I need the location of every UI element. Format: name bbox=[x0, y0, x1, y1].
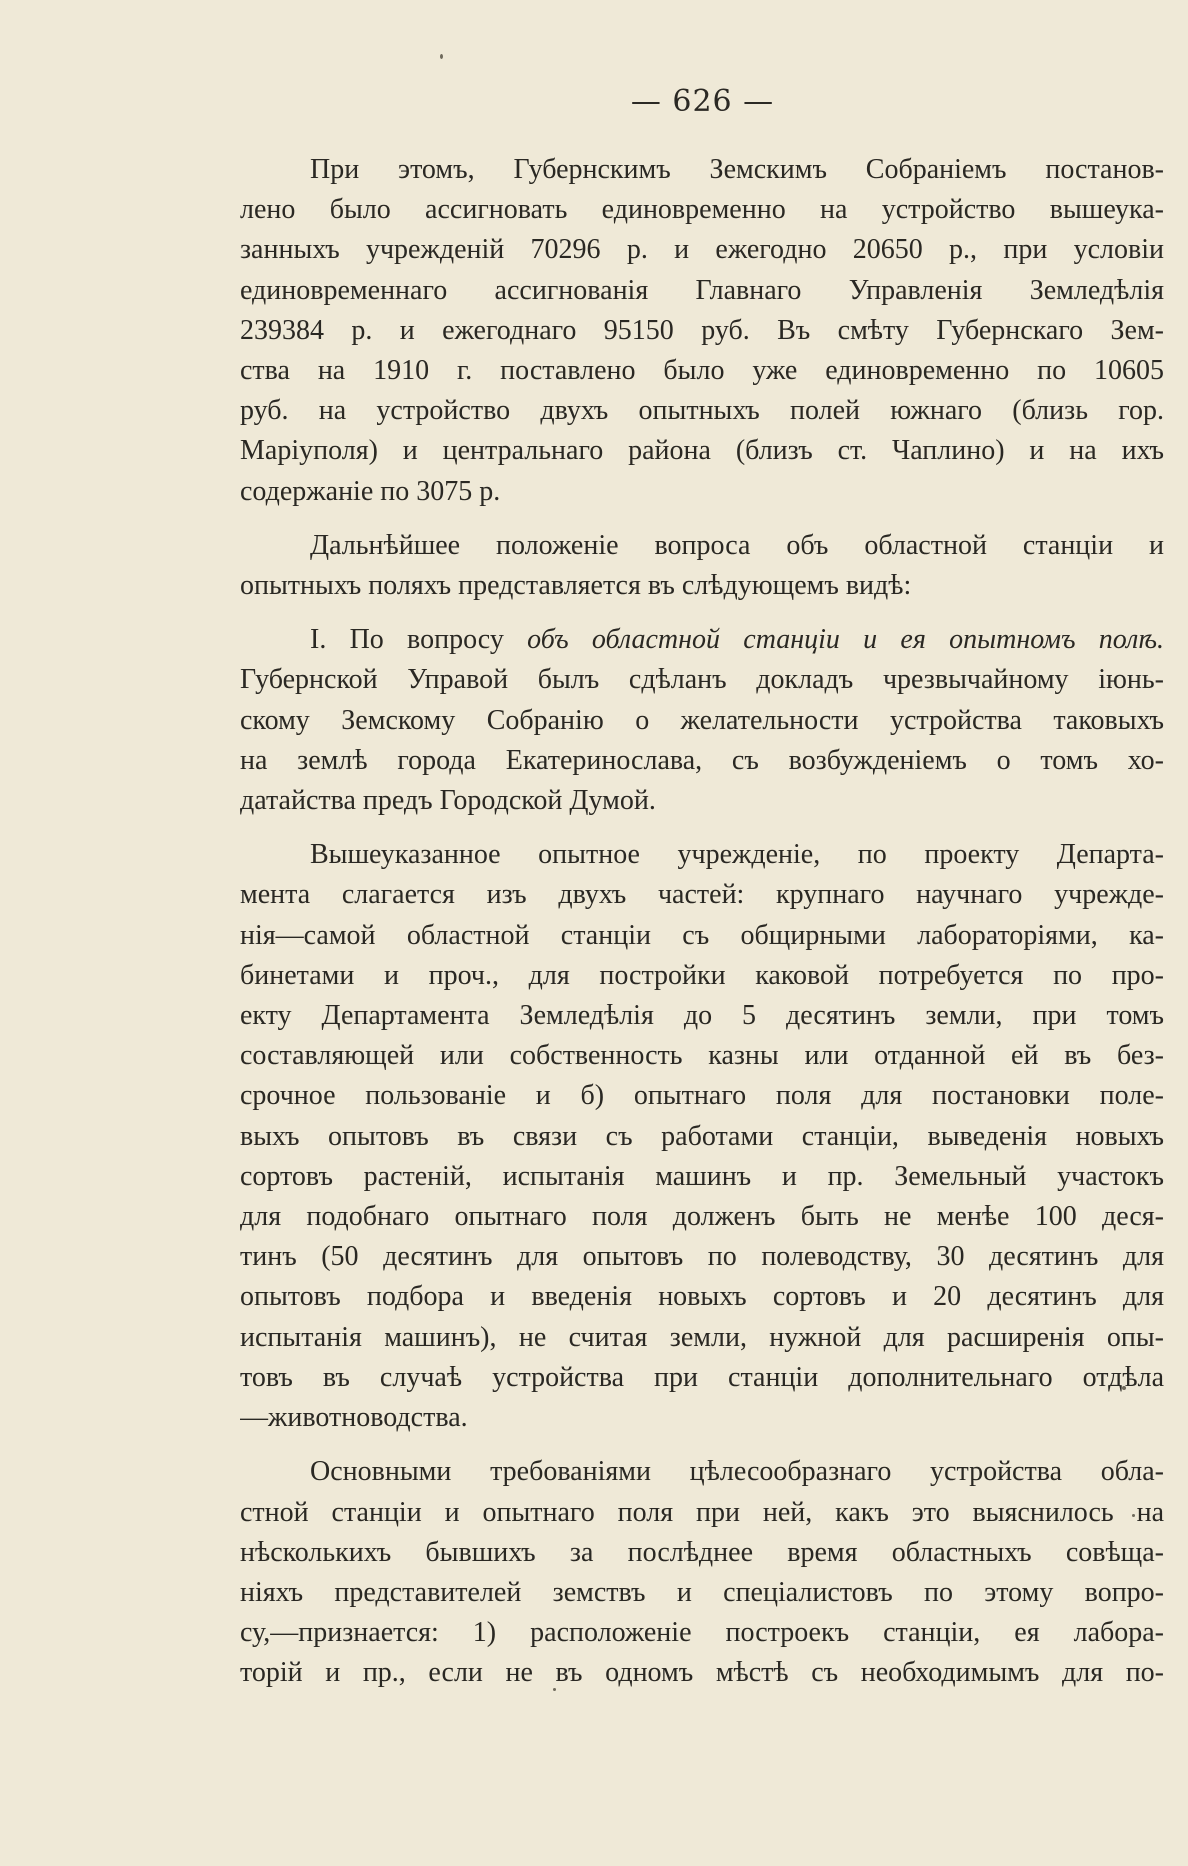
text-line: ніяхъ представителей земствъ и спеціалистовъ по этому вопро- bbox=[240, 1576, 1164, 1608]
text-line: сортовъ растеній, испытанія машинъ и пр. Земельный участокъ bbox=[240, 1160, 1164, 1192]
paragraph-5 bbox=[240, 1452, 1164, 1693]
text-line: торій и пр., если не въ одномъ мѣстѣ съ необходимымъ для по- bbox=[240, 1657, 1164, 1689]
text-line bbox=[240, 620, 1164, 660]
body-text bbox=[240, 150, 1164, 1708]
paragraph-3 bbox=[240, 620, 1164, 821]
text-line: для подобнаго опытнаго поля долженъ быть не менѣе 100 деся- bbox=[240, 1201, 1164, 1233]
text-line: скому Земскому Собранію о желательности устройства таковыхъ bbox=[240, 704, 1164, 736]
paragraph-1 bbox=[240, 150, 1164, 512]
text-line: занныхъ учрежденій 70296 р. и ежегодно 20650 р., при условіи bbox=[240, 234, 1164, 266]
text-line: Основными требованіями цѣлесообразнаго устройства обла- bbox=[310, 1456, 1164, 1488]
text-line: тинъ (50 десятинъ для опытовъ по полеводству, 30 десятинъ для bbox=[240, 1241, 1164, 1273]
text-line: 239384 р. и ежегоднаго 95150 руб. Въ смѣту Губернскаго Зем- bbox=[240, 314, 1164, 346]
text-line: руб. на устройство двухъ опытныхъ полей южнаго (близь гор. bbox=[240, 395, 1164, 427]
text-line: бинетами и проч., для постройки каковой потребуется по про- bbox=[240, 959, 1164, 991]
text-line: При этомъ, Губернскимъ Земскимъ Собраніемъ постанов- bbox=[310, 154, 1164, 185]
text-line: Маріуполя) и центральнаго района (близъ ст. Чаплино) и на ихъ bbox=[240, 435, 1164, 467]
text-line: товъ въ случаѣ устройства при станціи дополнительнаго отдѣла bbox=[240, 1361, 1164, 1393]
text-line: Дальнѣйшее положеніе вопроса объ областной станціи и bbox=[310, 529, 1164, 561]
text-line: стной станціи и опытнаго поля при ней, какъ это выяснилось на bbox=[240, 1496, 1164, 1528]
text-line: опытныхъ поляхъ представляется въ слѣдующемъ видѣ: bbox=[240, 570, 912, 602]
text-line: срочное пользованіе и б) опытнаго поля для постановки поле- bbox=[240, 1080, 1164, 1112]
text-line: на землѣ города Екатеринослава, съ возбужденіемъ о томъ хо- bbox=[240, 744, 1164, 776]
paper-speck bbox=[440, 54, 443, 59]
text-line: екту Департамента Земледѣлія до 5 десятинъ земли, при томъ bbox=[240, 1000, 1164, 1032]
text-line: су,—признается: 1) расположеніе построекъ станціи, ея лабора- bbox=[240, 1617, 1164, 1649]
text-line: —животноводства. bbox=[240, 1402, 468, 1434]
text-line: ства на 1910 г. поставлено было уже единовременно по 10605 bbox=[240, 355, 1164, 387]
text-line: Вышеуказанное опытное учрежденіе, по проекту Департа- bbox=[310, 839, 1164, 871]
paragraph-4 bbox=[240, 835, 1164, 1438]
text-line: нія—самой областной станціи съ общирными лабораторіями, ка- bbox=[240, 919, 1164, 951]
paragraph-2 bbox=[240, 526, 1164, 606]
section-heading-italic: объ областной станціи и ея опытномъ полѣ. bbox=[527, 624, 1164, 656]
text-line: составляющей или собственность казны или отданной ей въ без- bbox=[240, 1040, 1164, 1072]
section-heading-number: I. По вопросу bbox=[310, 624, 528, 656]
text-line: мента слагается изъ двухъ частей: крупнаго научнаго учрежде- bbox=[240, 879, 1164, 911]
text-line: Губернской Управой былъ сдѣланъ докладъ чрезвычайному іюнь- bbox=[240, 664, 1164, 696]
text-line: датайства предъ Городской Думой. bbox=[240, 785, 656, 817]
text-line: содержаніе по 3075 р. bbox=[240, 475, 501, 507]
text-line: испытанія машинъ), не считая земли, нужной для расширенія опы- bbox=[240, 1321, 1164, 1353]
text-line: выхъ опытовъ въ связи съ работами станціи, выведенія новыхъ bbox=[240, 1120, 1164, 1152]
text-line: лено было ассигновать единовременно на устройство вышеука- bbox=[240, 194, 1164, 226]
text-line: единовременнаго ассигнованія Главнаго Управленія Земледѣлія bbox=[240, 274, 1164, 306]
text-line: нѣсколькихъ бывшихъ за послѣднее время областныхъ совѣща- bbox=[240, 1536, 1164, 1568]
text-line: опытовъ подбора и введенія новыхъ сортовъ и 20 десятинъ для bbox=[240, 1281, 1164, 1313]
page-number: — 626 — bbox=[630, 84, 775, 119]
